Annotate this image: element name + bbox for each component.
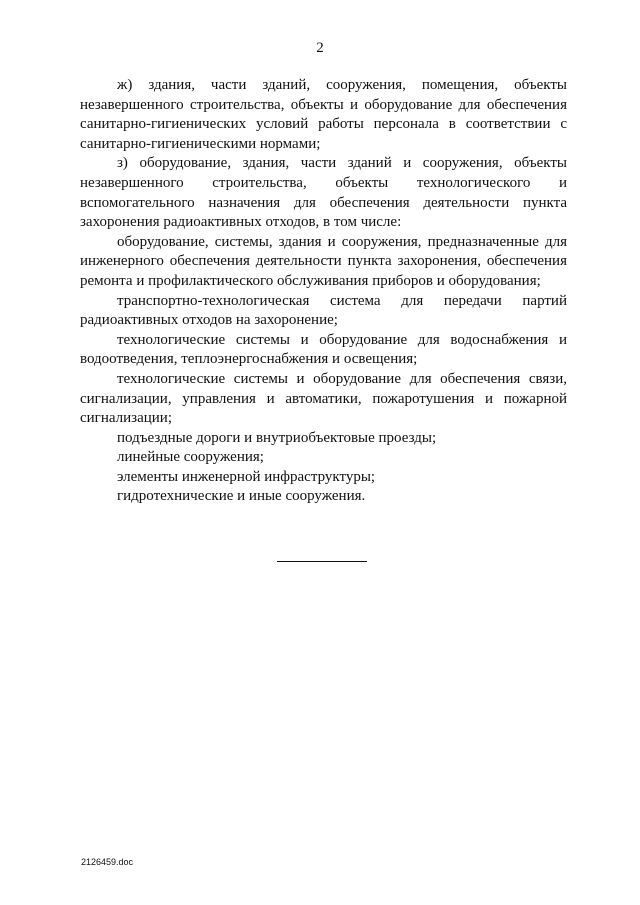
- file-name-footer: 2126459.doc: [81, 857, 134, 867]
- paragraph-equipment-systems: оборудование, системы, здания и сооружения, предназначенные для инженерного обеспечения деятельности пункта захоронения, обеспечения ремонта и профилактического обслуживания приборов и оборудования;: [80, 233, 567, 289]
- paragraph-linear-structures: линейные сооружения;: [117, 449, 264, 466]
- end-divider-line: [277, 561, 367, 562]
- paragraph-hydrotechnical: гидротехнические и иные сооружения.: [117, 488, 366, 505]
- paragraph-z: з) оборудование, здания, части зданий и сооружения, объекты незавершенного строительства, объекты технологического и вспомогательного назначения для обеспечения деятельности пункта захоронения радиоактивных отходов, в том числе:: [80, 155, 567, 231]
- paragraph-transport-system: транспортно-технологическая система для передачи партий радиоактивных отходов на захоронение;: [80, 292, 567, 329]
- paragraph-roads: подъездные дороги и внутриобъектовые проезды;: [117, 429, 437, 446]
- paragraph-water-supply: технологические системы и оборудование для водоснабжения и водоотведения, теплоэнергоснабжения и освещения;: [80, 331, 567, 368]
- page-number: 2: [316, 40, 324, 56]
- paragraph-infrastructure: элементы инженерной инфраструктуры;: [117, 468, 376, 485]
- paragraph-communications: технологические системы и оборудование для обеспечения связи, сигнализации, управления и автоматики, пожаротушения и пожарной сигнализации;: [80, 370, 567, 427]
- document-body: [80, 76, 567, 507]
- paragraph-zh: ж) здания, части зданий, сооружения, помещения, объекты незавершенного строительства, объекты и оборудование для обеспечения санитарно-гигиенических условий работы персонала в соответствии с санитарно-гигиеническими нормами;: [80, 77, 567, 152]
